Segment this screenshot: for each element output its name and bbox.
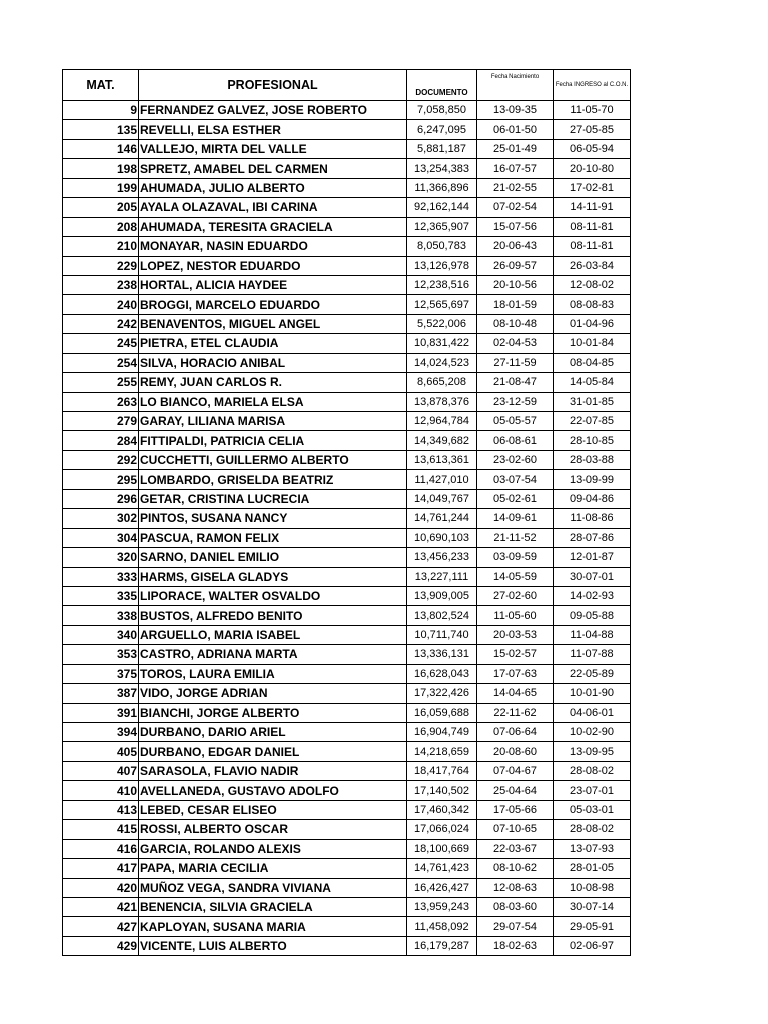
cell-fecha-nacimiento: 05-02-61 xyxy=(477,489,554,508)
cell-fecha-nacimiento: 13-09-35 xyxy=(477,101,554,120)
table-row xyxy=(63,567,631,586)
cell-fecha-ingreso: 12-08-02 xyxy=(554,275,631,294)
cell-fecha-nacimiento: 29-07-54 xyxy=(477,917,554,936)
cell-documento: 10,690,103 xyxy=(407,528,477,547)
cell-fecha-nacimiento: 21-08-47 xyxy=(477,373,554,392)
cell-fecha-ingreso: 28-10-85 xyxy=(554,431,631,450)
cell-mat: 292 xyxy=(63,450,139,469)
cell-fecha-nacimiento: 27-11-59 xyxy=(477,353,554,372)
cell-fecha-ingreso: 11-08-86 xyxy=(554,509,631,528)
table-row xyxy=(63,353,631,372)
cell-documento: 14,049,767 xyxy=(407,489,477,508)
cell-fecha-ingreso: 06-05-94 xyxy=(554,139,631,158)
cell-fecha-nacimiento: 02-04-53 xyxy=(477,334,554,353)
table-row xyxy=(63,761,631,780)
cell-fecha-ingreso: 14-05-84 xyxy=(554,373,631,392)
cell-profesional: PINTOS, SUSANA NANCY xyxy=(139,509,407,528)
cell-documento: 16,179,287 xyxy=(407,936,477,955)
cell-fecha-ingreso: 30-07-14 xyxy=(554,897,631,916)
cell-fecha-nacimiento: 06-08-61 xyxy=(477,431,554,450)
cell-profesional: GETAR, CRISTINA LUCRECIA xyxy=(139,489,407,508)
cell-fecha-ingreso: 10-08-98 xyxy=(554,878,631,897)
table-row xyxy=(63,781,631,800)
table-row xyxy=(63,450,631,469)
table-row xyxy=(63,800,631,819)
cell-documento: 5,881,187 xyxy=(407,139,477,158)
cell-profesional: KAPLOYAN, SUSANA MARIA xyxy=(139,917,407,936)
cell-documento: 18,100,669 xyxy=(407,839,477,858)
cell-documento: 8,665,208 xyxy=(407,373,477,392)
header-profesional: PROFESIONAL xyxy=(139,70,407,101)
cell-documento: 17,460,342 xyxy=(407,800,477,819)
header-documento: DOCUMENTO xyxy=(407,70,477,101)
table-row xyxy=(63,178,631,197)
cell-profesional: DURBANO, DARIO ARIEL xyxy=(139,723,407,742)
cell-profesional: GARAY, LILIANA MARISA xyxy=(139,412,407,431)
cell-fecha-nacimiento: 22-03-67 xyxy=(477,839,554,858)
cell-fecha-nacimiento: 18-02-63 xyxy=(477,936,554,955)
cell-profesional: HARMS, GISELA GLADYS xyxy=(139,567,407,586)
cell-profesional: FERNANDEZ GALVEZ, JOSE ROBERTO xyxy=(139,101,407,120)
cell-documento: 17,322,426 xyxy=(407,684,477,703)
cell-documento: 12,238,516 xyxy=(407,275,477,294)
cell-fecha-ingreso: 28-08-02 xyxy=(554,820,631,839)
cell-fecha-nacimiento: 23-02-60 xyxy=(477,450,554,469)
cell-fecha-ingreso: 22-07-85 xyxy=(554,412,631,431)
cell-fecha-ingreso: 10-01-84 xyxy=(554,334,631,353)
table-row xyxy=(63,917,631,936)
cell-documento: 10,711,740 xyxy=(407,625,477,644)
cell-fecha-ingreso: 04-06-01 xyxy=(554,703,631,722)
table-row xyxy=(63,314,631,333)
cell-profesional: CASTRO, ADRIANA MARTA xyxy=(139,645,407,664)
cell-fecha-nacimiento: 20-10-56 xyxy=(477,275,554,294)
cell-mat: 146 xyxy=(63,139,139,158)
cell-fecha-ingreso: 28-01-05 xyxy=(554,859,631,878)
table-row xyxy=(63,159,631,178)
cell-fecha-nacimiento: 22-11-62 xyxy=(477,703,554,722)
cell-documento: 13,126,978 xyxy=(407,256,477,275)
table-row xyxy=(63,839,631,858)
cell-fecha-ingreso: 11-05-70 xyxy=(554,101,631,120)
table-row xyxy=(63,528,631,547)
cell-documento: 14,761,244 xyxy=(407,509,477,528)
cell-mat: 415 xyxy=(63,820,139,839)
cell-fecha-nacimiento: 15-02-57 xyxy=(477,645,554,664)
cell-fecha-ingreso: 20-10-80 xyxy=(554,159,631,178)
cell-fecha-nacimiento: 23-12-59 xyxy=(477,392,554,411)
cell-fecha-nacimiento: 18-01-59 xyxy=(477,295,554,314)
cell-documento: 10,831,422 xyxy=(407,334,477,353)
table-row xyxy=(63,684,631,703)
cell-profesional: FITTIPALDI, PATRICIA CELIA xyxy=(139,431,407,450)
cell-fecha-nacimiento: 08-10-48 xyxy=(477,314,554,333)
table-row xyxy=(63,878,631,897)
cell-fecha-ingreso: 08-11-81 xyxy=(554,217,631,236)
table-row xyxy=(63,859,631,878)
cell-profesional: PIETRA, ETEL CLAUDIA xyxy=(139,334,407,353)
table-row xyxy=(63,625,631,644)
cell-profesional: HORTAL, ALICIA HAYDEE xyxy=(139,275,407,294)
cell-documento: 8,050,783 xyxy=(407,237,477,256)
cell-profesional: GARCIA, ROLANDO ALEXIS xyxy=(139,839,407,858)
table-row xyxy=(63,431,631,450)
cell-documento: 17,140,502 xyxy=(407,781,477,800)
cell-mat: 410 xyxy=(63,781,139,800)
cell-fecha-ingreso: 26-03-84 xyxy=(554,256,631,275)
cell-mat: 387 xyxy=(63,684,139,703)
table-header xyxy=(63,70,631,101)
cell-fecha-nacimiento: 17-07-63 xyxy=(477,664,554,683)
cell-profesional: BROGGI, MARCELO EDUARDO xyxy=(139,295,407,314)
cell-documento: 11,366,896 xyxy=(407,178,477,197)
cell-mat: 333 xyxy=(63,567,139,586)
cell-fecha-nacimiento: 12-08-63 xyxy=(477,878,554,897)
cell-profesional: BIANCHI, JORGE ALBERTO xyxy=(139,703,407,722)
cell-mat: 210 xyxy=(63,237,139,256)
cell-fecha-nacimiento: 08-10-62 xyxy=(477,859,554,878)
cell-profesional: BENAVENTOS, MIGUEL ANGEL xyxy=(139,314,407,333)
cell-profesional: LEBED, CESAR ELISEO xyxy=(139,800,407,819)
cell-profesional: LOPEZ, NESTOR EDUARDO xyxy=(139,256,407,275)
cell-profesional: VIDO, JORGE ADRIAN xyxy=(139,684,407,703)
cell-mat: 394 xyxy=(63,723,139,742)
cell-documento: 13,878,376 xyxy=(407,392,477,411)
cell-profesional: ARGUELLO, MARIA ISABEL xyxy=(139,625,407,644)
cell-profesional: AYALA OLAZAVAL, IBI CARINA xyxy=(139,198,407,217)
cell-mat: 427 xyxy=(63,917,139,936)
cell-mat: 304 xyxy=(63,528,139,547)
cell-mat: 242 xyxy=(63,314,139,333)
cell-mat: 198 xyxy=(63,159,139,178)
cell-mat: 417 xyxy=(63,859,139,878)
professionals-table xyxy=(62,69,631,956)
cell-fecha-ingreso: 14-02-93 xyxy=(554,586,631,605)
cell-fecha-ingreso: 31-01-85 xyxy=(554,392,631,411)
cell-documento: 16,904,749 xyxy=(407,723,477,742)
cell-fecha-ingreso: 13-09-99 xyxy=(554,470,631,489)
cell-profesional: LIPORACE, WALTER OSVALDO xyxy=(139,586,407,605)
cell-fecha-ingreso: 02-06-97 xyxy=(554,936,631,955)
header-fecha-nacimiento: Fecha Nacimiento xyxy=(477,70,554,101)
cell-mat: 240 xyxy=(63,295,139,314)
cell-fecha-ingreso: 28-07-86 xyxy=(554,528,631,547)
cell-fecha-nacimiento: 21-11-52 xyxy=(477,528,554,547)
cell-documento: 16,059,688 xyxy=(407,703,477,722)
cell-documento: 14,024,523 xyxy=(407,353,477,372)
cell-fecha-ingreso: 28-08-02 xyxy=(554,761,631,780)
table-row xyxy=(63,237,631,256)
cell-profesional: AVELLANEDA, GUSTAVO ADOLFO xyxy=(139,781,407,800)
cell-fecha-ingreso: 08-08-83 xyxy=(554,295,631,314)
table-row xyxy=(63,489,631,508)
table-row xyxy=(63,606,631,625)
cell-documento: 18,417,764 xyxy=(407,761,477,780)
cell-documento: 11,458,092 xyxy=(407,917,477,936)
cell-mat: 407 xyxy=(63,761,139,780)
cell-documento: 14,761,423 xyxy=(407,859,477,878)
cell-fecha-ingreso: 27-05-85 xyxy=(554,120,631,139)
cell-mat: 254 xyxy=(63,353,139,372)
table-row xyxy=(63,645,631,664)
cell-documento: 16,628,043 xyxy=(407,664,477,683)
cell-profesional: SARNO, DANIEL EMILIO xyxy=(139,548,407,567)
cell-profesional: VALLEJO, MIRTA DEL VALLE xyxy=(139,139,407,158)
cell-mat: 255 xyxy=(63,373,139,392)
cell-documento: 17,066,024 xyxy=(407,820,477,839)
cell-profesional: SARASOLA, FLAVIO NADIR xyxy=(139,761,407,780)
cell-fecha-nacimiento: 25-04-64 xyxy=(477,781,554,800)
cell-fecha-nacimiento: 07-06-64 xyxy=(477,723,554,742)
cell-fecha-ingreso: 09-04-86 xyxy=(554,489,631,508)
cell-mat: 205 xyxy=(63,198,139,217)
cell-fecha-nacimiento: 14-04-65 xyxy=(477,684,554,703)
table-row xyxy=(63,470,631,489)
table-row xyxy=(63,586,631,605)
cell-mat: 229 xyxy=(63,256,139,275)
cell-fecha-ingreso: 23-07-01 xyxy=(554,781,631,800)
cell-fecha-ingreso: 28-03-88 xyxy=(554,450,631,469)
cell-profesional: BUSTOS, ALFREDO BENITO xyxy=(139,606,407,625)
cell-mat: 284 xyxy=(63,431,139,450)
cell-mat: 295 xyxy=(63,470,139,489)
cell-documento: 7,058,850 xyxy=(407,101,477,120)
cell-fecha-nacimiento: 07-02-54 xyxy=(477,198,554,217)
cell-profesional: PASCUA, RAMON FELIX xyxy=(139,528,407,547)
cell-mat: 335 xyxy=(63,586,139,605)
cell-fecha-ingreso: 29-05-91 xyxy=(554,917,631,936)
table-row xyxy=(63,120,631,139)
cell-fecha-ingreso: 08-11-81 xyxy=(554,237,631,256)
cell-fecha-nacimiento: 15-07-56 xyxy=(477,217,554,236)
table-row xyxy=(63,664,631,683)
cell-documento: 12,365,907 xyxy=(407,217,477,236)
cell-profesional: DURBANO, EDGAR DANIEL xyxy=(139,742,407,761)
cell-fecha-nacimiento: 27-02-60 xyxy=(477,586,554,605)
cell-profesional: SILVA, HORACIO ANIBAL xyxy=(139,353,407,372)
cell-profesional: MONAYAR, NASIN EDUARDO xyxy=(139,237,407,256)
cell-profesional: REVELLI, ELSA ESTHER xyxy=(139,120,407,139)
table-row xyxy=(63,334,631,353)
table-row xyxy=(63,936,631,955)
cell-fecha-nacimiento: 20-08-60 xyxy=(477,742,554,761)
cell-mat: 263 xyxy=(63,392,139,411)
table-row xyxy=(63,412,631,431)
cell-documento: 14,349,682 xyxy=(407,431,477,450)
cell-mat: 9 xyxy=(63,101,139,120)
cell-fecha-ingreso: 11-07-88 xyxy=(554,645,631,664)
cell-fecha-nacimiento: 07-04-67 xyxy=(477,761,554,780)
cell-mat: 208 xyxy=(63,217,139,236)
table-row xyxy=(63,101,631,120)
cell-fecha-ingreso: 10-01-90 xyxy=(554,684,631,703)
cell-fecha-nacimiento: 07-10-65 xyxy=(477,820,554,839)
cell-fecha-nacimiento: 26-09-57 xyxy=(477,256,554,275)
cell-profesional: AHUMADA, TERESITA GRACIELA xyxy=(139,217,407,236)
cell-mat: 296 xyxy=(63,489,139,508)
cell-fecha-nacimiento: 20-06-43 xyxy=(477,237,554,256)
cell-documento: 13,336,131 xyxy=(407,645,477,664)
cell-mat: 279 xyxy=(63,412,139,431)
cell-mat: 320 xyxy=(63,548,139,567)
cell-profesional: LOMBARDO, GRISELDA BEATRIZ xyxy=(139,470,407,489)
cell-mat: 353 xyxy=(63,645,139,664)
cell-fecha-nacimiento: 11-05-60 xyxy=(477,606,554,625)
table-row xyxy=(63,392,631,411)
cell-fecha-ingreso: 10-02-90 xyxy=(554,723,631,742)
table-row xyxy=(63,139,631,158)
cell-fecha-ingreso: 12-01-87 xyxy=(554,548,631,567)
cell-mat: 238 xyxy=(63,275,139,294)
cell-documento: 13,254,383 xyxy=(407,159,477,178)
table-row xyxy=(63,373,631,392)
table-row xyxy=(63,198,631,217)
cell-mat: 375 xyxy=(63,664,139,683)
table-row xyxy=(63,548,631,567)
cell-mat: 340 xyxy=(63,625,139,644)
cell-fecha-nacimiento: 16-07-57 xyxy=(477,159,554,178)
cell-fecha-ingreso: 17-02-81 xyxy=(554,178,631,197)
header-mat: MAT. xyxy=(63,70,139,101)
cell-fecha-ingreso: 30-07-01 xyxy=(554,567,631,586)
cell-profesional: TOROS, LAURA EMILIA xyxy=(139,664,407,683)
cell-fecha-ingreso: 09-05-88 xyxy=(554,606,631,625)
cell-fecha-nacimiento: 14-09-61 xyxy=(477,509,554,528)
cell-documento: 92,162,144 xyxy=(407,198,477,217)
table-row xyxy=(63,742,631,761)
cell-mat: 391 xyxy=(63,703,139,722)
cell-mat: 421 xyxy=(63,897,139,916)
cell-documento: 13,802,524 xyxy=(407,606,477,625)
cell-fecha-nacimiento: 03-09-59 xyxy=(477,548,554,567)
cell-documento: 14,218,659 xyxy=(407,742,477,761)
cell-documento: 11,427,010 xyxy=(407,470,477,489)
cell-documento: 12,964,784 xyxy=(407,412,477,431)
cell-fecha-nacimiento: 20-03-53 xyxy=(477,625,554,644)
cell-profesional: REMY, JUAN CARLOS R. xyxy=(139,373,407,392)
cell-documento: 6,247,095 xyxy=(407,120,477,139)
table-row xyxy=(63,897,631,916)
cell-profesional: BENENCIA, SILVIA GRACIELA xyxy=(139,897,407,916)
cell-mat: 135 xyxy=(63,120,139,139)
table-body xyxy=(63,101,631,956)
cell-mat: 416 xyxy=(63,839,139,858)
cell-profesional: PAPA, MARIA CECILIA xyxy=(139,859,407,878)
cell-profesional: VICENTE, LUIS ALBERTO xyxy=(139,936,407,955)
cell-fecha-ingreso: 08-04-85 xyxy=(554,353,631,372)
cell-documento: 13,227,111 xyxy=(407,567,477,586)
cell-fecha-ingreso: 11-04-88 xyxy=(554,625,631,644)
table-row xyxy=(63,256,631,275)
cell-fecha-nacimiento: 08-03-60 xyxy=(477,897,554,916)
cell-profesional: LO BIANCO, MARIELA ELSA xyxy=(139,392,407,411)
cell-profesional: SPRETZ, AMABEL DEL CARMEN xyxy=(139,159,407,178)
cell-fecha-ingreso: 13-09-95 xyxy=(554,742,631,761)
table-row xyxy=(63,509,631,528)
cell-fecha-ingreso: 22-05-89 xyxy=(554,664,631,683)
cell-documento: 12,565,697 xyxy=(407,295,477,314)
table-row xyxy=(63,820,631,839)
cell-mat: 245 xyxy=(63,334,139,353)
cell-fecha-ingreso: 13-07-93 xyxy=(554,839,631,858)
cell-profesional: MUÑOZ VEGA, SANDRA VIVIANA xyxy=(139,878,407,897)
cell-fecha-ingreso: 01-04-96 xyxy=(554,314,631,333)
cell-documento: 5,522,006 xyxy=(407,314,477,333)
cell-fecha-nacimiento: 05-05-57 xyxy=(477,412,554,431)
cell-mat: 429 xyxy=(63,936,139,955)
cell-mat: 338 xyxy=(63,606,139,625)
cell-documento: 13,456,233 xyxy=(407,548,477,567)
cell-mat: 405 xyxy=(63,742,139,761)
cell-mat: 420 xyxy=(63,878,139,897)
cell-fecha-nacimiento: 25-01-49 xyxy=(477,139,554,158)
cell-documento: 13,613,361 xyxy=(407,450,477,469)
cell-fecha-nacimiento: 21-02-55 xyxy=(477,178,554,197)
cell-documento: 16,426,427 xyxy=(407,878,477,897)
table-row xyxy=(63,275,631,294)
header-row xyxy=(63,70,631,101)
table-row xyxy=(63,703,631,722)
cell-profesional: CUCCHETTI, GUILLERMO ALBERTO xyxy=(139,450,407,469)
cell-documento: 13,909,005 xyxy=(407,586,477,605)
cell-mat: 199 xyxy=(63,178,139,197)
cell-fecha-ingreso: 05-03-01 xyxy=(554,800,631,819)
table-row xyxy=(63,217,631,236)
header-fecha-ingreso: Fecha INGRESO al C.O.N. xyxy=(554,70,631,101)
cell-mat: 302 xyxy=(63,509,139,528)
cell-documento: 13,959,243 xyxy=(407,897,477,916)
cell-mat: 413 xyxy=(63,800,139,819)
cell-fecha-nacimiento: 06-01-50 xyxy=(477,120,554,139)
table-row xyxy=(63,295,631,314)
cell-profesional: ROSSI, ALBERTO OSCAR xyxy=(139,820,407,839)
cell-fecha-nacimiento: 17-05-66 xyxy=(477,800,554,819)
cell-fecha-ingreso: 14-11-91 xyxy=(554,198,631,217)
cell-fecha-nacimiento: 14-05-59 xyxy=(477,567,554,586)
table-row xyxy=(63,723,631,742)
cell-fecha-nacimiento: 03-07-54 xyxy=(477,470,554,489)
cell-profesional: AHUMADA, JULIO ALBERTO xyxy=(139,178,407,197)
